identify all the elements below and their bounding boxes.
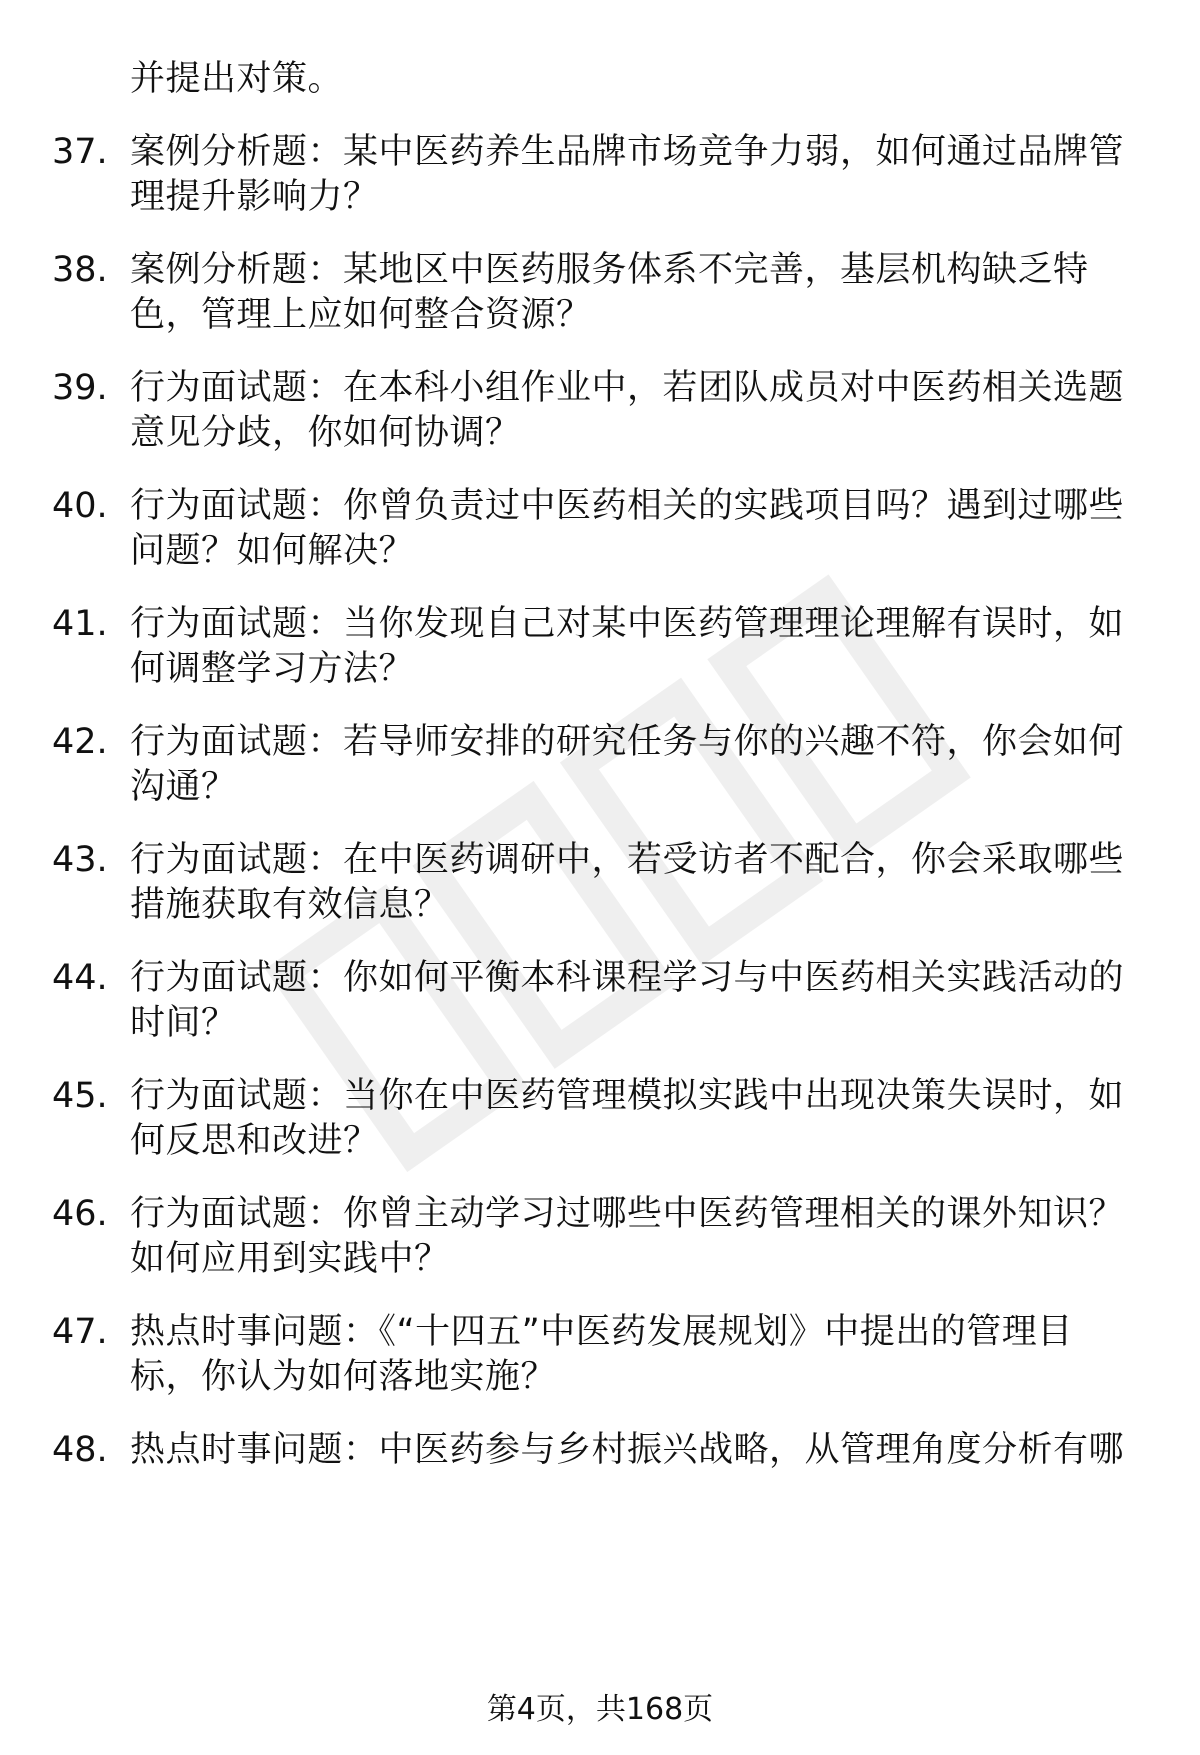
item-text-line2: 沟通？ — [130, 767, 237, 807]
item-number: 48. — [52, 1430, 108, 1470]
item-number: 38. — [52, 250, 108, 290]
item-text-line2: 如何应用到实践中？ — [130, 1239, 450, 1279]
item-number: 37. — [52, 132, 108, 172]
item-text-line2: 色，管理上应如何整合资源？ — [130, 295, 592, 335]
item-number: 39. — [52, 368, 108, 408]
item-text-line1: 行为面试题：若导师安排的研究任务与你的兴趣不符，你会如何 — [130, 722, 1125, 762]
item-text-line2: 何反思和改进？ — [130, 1121, 379, 1161]
item-text-line2: 理提升影响力？ — [130, 177, 379, 217]
item-text-line1: 行为面试题：你曾负责过中医药相关的实践项目吗？遇到过哪些 — [130, 486, 1125, 526]
item-text-line2: 措施获取有效信息？ — [130, 885, 450, 925]
page-footer: 第4页，共168页 — [486, 1692, 714, 1727]
item-text-line1: 案例分析题：某中医药养生品牌市场竞争力弱，如何通过品牌管 — [130, 132, 1125, 172]
item-number: 40. — [52, 486, 108, 526]
item-text-line2: 何调整学习方法？ — [130, 649, 415, 689]
item-number: 44. — [52, 958, 108, 998]
item-text-line2: 意见分歧，你如何协调？ — [130, 413, 521, 453]
item-text-line1: 行为面试题：当你发现自己对某中医药管理理论理解有误时，如 — [130, 604, 1125, 644]
item-text-line1: 行为面试题：你曾主动学习过哪些中医药管理相关的课外知识？ — [130, 1194, 1125, 1234]
item-text-line1: 案例分析题：某地区中医药服务体系不完善，基层机构缺乏特 — [130, 250, 1089, 290]
item-text-line1: 热点时事问题：中医药参与乡村振兴战略，从管理角度分析有哪 — [130, 1430, 1125, 1470]
item-text-line1: 行为面试题：在中医药调研中，若受访者不配合，你会采取哪些 — [130, 840, 1125, 880]
item-text-line1: 行为面试题：你如何平衡本科课程学习与中医药相关实践活动的 — [130, 958, 1125, 998]
item-text-line2: 问题？如何解决？ — [130, 531, 415, 571]
item-number: 47. — [52, 1312, 108, 1352]
item-number: 42. — [52, 722, 108, 762]
item-text-line2: 标，你认为如何落地实施？ — [130, 1357, 557, 1397]
item-text-line1: 热点时事问题：《“十四五”中医药发展规划》中提出的管理目 — [130, 1312, 1073, 1352]
item-number: 43. — [52, 840, 108, 880]
item-number: 45. — [52, 1076, 108, 1116]
item-number: 41. — [52, 604, 108, 644]
item-number: 46. — [52, 1194, 108, 1234]
item-text-line1: 行为面试题：在本科小组作业中，若团队成员对中医药相关选题 — [130, 368, 1125, 408]
continuation-text: 并提出对策。 — [130, 59, 344, 99]
item-text-line1: 行为面试题：当你在中医药管理模拟实践中出现决策失误时，如 — [130, 1076, 1125, 1116]
item-text-line2: 时间？ — [130, 1003, 237, 1043]
